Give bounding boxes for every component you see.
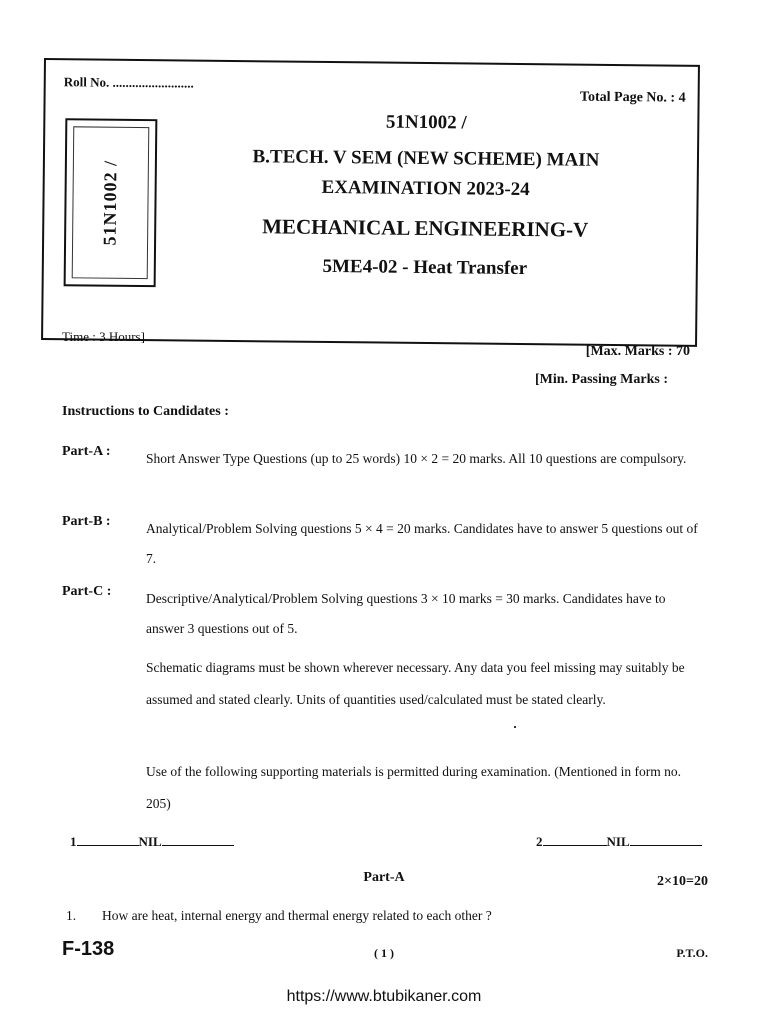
material-item-number: 2 (536, 834, 543, 849)
exam-time: Time : 3 Hours] (62, 329, 145, 344)
underline (630, 835, 702, 846)
material-item-value: NIL (138, 834, 162, 849)
part-a-heading: Part-A (363, 870, 405, 885)
part-label: Part-B : (62, 514, 111, 529)
roll-no: Roll No. ......................... (63, 74, 194, 91)
underline (77, 835, 139, 846)
material-item-number: 1 (70, 834, 77, 849)
max-marks: [Max. Marks : 70 (585, 344, 690, 359)
part-text: Short Answer Type Questions (up to 25 words) 10 × 2 = 20 marks. All 10 questions are compulsory. (146, 451, 687, 466)
question-1 (66, 908, 492, 924)
subject-title: 5ME4-02 - Heat Transfer (322, 255, 528, 280)
paper-code-box (64, 118, 158, 287)
exam-name-line-1: B.TECH. V SEM (NEW SCHEME) MAIN (252, 146, 600, 171)
exam-name-line-2: EXAMINATION 2023-24 (321, 176, 530, 201)
underline (162, 835, 234, 846)
total-page-no: Total Page No. : 4 (579, 89, 686, 106)
instructions-heading: Instructions to Candidates : (62, 404, 229, 419)
question-text: How are heat, internal energy and thermal energy related to each other ? (102, 908, 492, 923)
part-text: Analytical/Problem Solving questions 5 × 4 = 20 marks. Candidates have to answer 5 questions out of 7. (146, 521, 698, 566)
source-url: https://www.btubikaner.com (286, 988, 482, 1005)
form-code: F-138 (62, 938, 115, 960)
instruction-note-materials: Use of the following supporting materials is permitted during examination. (Mentioned in form no. 205) (146, 764, 682, 811)
min-passing-marks: [Min. Passing Marks : (535, 372, 668, 387)
material-item-2 (536, 834, 702, 850)
pto-label: P.T.O. (676, 946, 708, 960)
instruction-note-diagrams: Schematic diagrams must be shown wherever necessary. Any data you feel missing may suitably be assumed and stated clearly. Units of quantities used/calculated must be stated clearly. (146, 660, 685, 707)
part-a-marks: 2×10=20 (657, 874, 708, 889)
exam-title-block (164, 109, 688, 281)
material-item-1 (70, 834, 234, 850)
underline (543, 835, 607, 846)
part-label: Part-A : (62, 444, 111, 459)
part-label: Part-C : (62, 584, 112, 599)
material-item-value: NIL (606, 834, 630, 849)
department-title: MECHANICAL ENGINEERING-V (262, 214, 589, 242)
paper-code: 51N1002 / (385, 111, 467, 134)
scan-speck (514, 726, 516, 728)
question-number: 1. (66, 908, 77, 923)
paper-code-vertical: 51N1002 / (99, 159, 121, 246)
header-box (41, 58, 700, 347)
part-text: Descriptive/Analytical/Problem Solving questions 3 × 10 marks = 30 marks. Candidates have to answer 3 questions out of 5. (146, 591, 666, 636)
page-number: ( 1 ) (374, 946, 394, 960)
